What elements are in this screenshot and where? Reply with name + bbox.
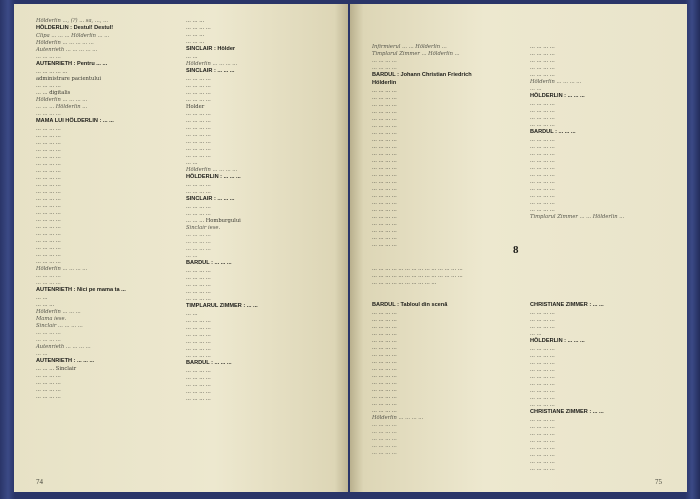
text-line: ... ... ... ... bbox=[36, 380, 61, 386]
text-line: ... ... ... ... bbox=[186, 289, 211, 295]
text-line: ... ... ... ... bbox=[530, 431, 555, 437]
text-line: ... ... bbox=[186, 311, 198, 317]
text-line: ... ... ... ... bbox=[372, 401, 397, 407]
text-line: ... ... ... ... bbox=[186, 389, 211, 395]
stage-direction-line: ... ... ... ... bbox=[36, 111, 61, 117]
text-line: ... ... ... ... bbox=[186, 146, 211, 152]
text-line: ... ... ... ... bbox=[530, 193, 555, 199]
text-line: ... ... ... ... bbox=[186, 125, 211, 131]
text-line: ... ... ... ... bbox=[186, 318, 211, 324]
text-line: ... ... ... ... bbox=[530, 65, 555, 71]
stage-direction-line: ... ... ... ... bbox=[36, 337, 61, 343]
text-line: ... ... ... ... bbox=[530, 417, 555, 423]
text-line: ... ... ... ... bbox=[186, 353, 211, 359]
stage-direction-line: Hölderlin ... ... ... ... bbox=[530, 79, 582, 85]
text-line: ... ... ... ... bbox=[372, 394, 397, 400]
text-line: ... ... ... ... bbox=[530, 172, 555, 178]
text-line: ... ... ... ... bbox=[36, 387, 61, 393]
text-line: ... ... ... ... bbox=[36, 224, 61, 230]
stage-direction-line: ... ... ... Hölderlin ... bbox=[36, 104, 88, 110]
text-line: ... ... ... ... bbox=[186, 83, 211, 89]
text-line: ... ... ... ... bbox=[530, 207, 555, 213]
speaker-line: HÖLDERLIN : ... ... ... bbox=[530, 338, 585, 344]
left-page bbox=[14, 4, 348, 492]
text-line: ... ... ... ... bbox=[372, 165, 397, 171]
stage-direction-line: ... ... ... ... bbox=[372, 58, 397, 64]
text-line: ... ... ... ... bbox=[530, 51, 555, 57]
text-line: ... ... ... Homburgului bbox=[186, 218, 241, 224]
speaker-line: TIMPLARUL ZIMMER : ... ... bbox=[186, 303, 258, 309]
stage-direction-line: ... ... ... ... bbox=[186, 246, 211, 252]
text-line: ... ... bbox=[36, 295, 48, 301]
text-line: ... ... ... ... bbox=[372, 366, 397, 372]
stage-direction-line: Mama iese. bbox=[36, 316, 67, 322]
text-line: ... ... ... ... bbox=[530, 360, 555, 366]
text-line: ... ... ... ... bbox=[36, 238, 61, 244]
stage-direction-line: Hölderlin ... ... ... ... bbox=[36, 97, 88, 103]
text-line: ... ... ... ... bbox=[530, 137, 555, 143]
text-line: ... ... ... ... bbox=[372, 331, 397, 337]
speaker-line: MAMA LUI HÖLDERLIN : ... ... bbox=[36, 118, 114, 124]
text-line: ... ... ... ... bbox=[372, 102, 397, 108]
text-line: ... ... ... ... bbox=[530, 367, 555, 373]
text-line: ... ... ... ... bbox=[186, 25, 211, 31]
text-line: ... ... ... ... bbox=[372, 158, 397, 164]
text-line: ... ... ... ... bbox=[372, 137, 397, 143]
text-line: ... ... ... ... bbox=[372, 228, 397, 234]
text-line: ... ... ... ... bbox=[530, 317, 555, 323]
text-line: ... ... ... bbox=[186, 39, 205, 45]
text-line: ... ... ... ... bbox=[372, 242, 397, 248]
text-line: ... ... ... ... bbox=[186, 153, 211, 159]
stage-direction-line: Clipa ... ... ... Hölderlin ... ... bbox=[36, 33, 110, 39]
text-line: ... ... ... ... bbox=[36, 83, 61, 89]
text-line: ... ... ... ... bbox=[36, 203, 61, 209]
stage-direction-line: ... ... ... ... bbox=[36, 273, 61, 279]
text-line: ... ... ... ... bbox=[372, 221, 397, 227]
text-line: ... ... ... ... bbox=[372, 310, 397, 316]
stage-direction-line: Hölderlin ..., (?) ... sa, ..., ... bbox=[36, 18, 109, 24]
stage-direction-line: ... ... ... ... bbox=[372, 65, 397, 71]
stage-direction-line: ... ... ... ... bbox=[36, 280, 61, 286]
text-line: ... ... ... ... bbox=[372, 324, 397, 330]
text-line: ... ... ... ... bbox=[36, 161, 61, 167]
text-line: ... ... ... ... bbox=[372, 116, 397, 122]
text-line: ... ... ... ... bbox=[186, 346, 211, 352]
text-line: ... ... bbox=[186, 160, 198, 166]
text-line: ... ... ... ... bbox=[36, 182, 61, 188]
speaker-line: BARDUL : Tabloul din scenă bbox=[372, 302, 448, 308]
text-line: ... ... ... ... bbox=[36, 189, 61, 195]
text-line: ... ... ... ... bbox=[36, 126, 61, 132]
text-line: ... ... ... ... bbox=[186, 268, 211, 274]
stage-direction-line: ... ... ... ... bbox=[372, 429, 397, 435]
text-line: administrare pacientului bbox=[36, 76, 101, 82]
speaker-line: SINCLAIR : ... ... ... bbox=[186, 196, 235, 202]
text-line: ... ... ... ... bbox=[36, 259, 61, 265]
text-line: ... ... ... ... bbox=[530, 200, 555, 206]
stage-direction-line: Autenrieth ... ... ... ... ... bbox=[36, 47, 98, 53]
text-line: ... ... ... bbox=[186, 32, 205, 38]
text-line: ... ... ... ... bbox=[372, 144, 397, 150]
text-line: ... ... bbox=[530, 331, 542, 337]
text-line: ... ... ... ... bbox=[530, 144, 555, 150]
text-line: ... ... ... ... bbox=[530, 452, 555, 458]
stage-direction-line: ... ... ... ... bbox=[36, 54, 61, 60]
speaker-line: AUTENRIETH : ... ... ... bbox=[36, 358, 95, 364]
text-line: ... ... ... ... bbox=[36, 217, 61, 223]
text-line: ... ... ... ... bbox=[36, 394, 61, 400]
text-line: ... ... ... ... bbox=[372, 380, 397, 386]
text-line: ... ... ... ... bbox=[530, 186, 555, 192]
stage-direction-line: Timplarul Zimmer ... ... Hölderlin ... bbox=[530, 214, 625, 220]
text-line: ... ... ... ... bbox=[36, 154, 61, 160]
text-line: ... ... ... ... bbox=[372, 387, 397, 393]
text-line: ... ... ... ... bbox=[372, 193, 397, 199]
text-line: ... ... ... ... bbox=[530, 115, 555, 121]
text-line: ... ... ... ... bbox=[36, 196, 61, 202]
text-line: ... ... ... ... bbox=[372, 207, 397, 213]
text-line: ... ... ... ... bbox=[186, 90, 211, 96]
text-line: ... ... ... ... bbox=[530, 72, 555, 78]
stage-direction-line: ... ... ... ... bbox=[372, 422, 397, 428]
text-line: ... ... ... ... bbox=[36, 252, 61, 258]
text-line: ... ... ... ... bbox=[372, 123, 397, 129]
text-line: ... ... ... ... bbox=[186, 375, 211, 381]
text-line: ... ... ... ... bbox=[372, 338, 397, 344]
text-line: ... ... ... ... bbox=[372, 408, 397, 414]
stage-direction-line: Sinclair iese. bbox=[186, 225, 221, 231]
text-line: ... ... ... ... bbox=[530, 346, 555, 352]
speaker-line: Hölderlin bbox=[372, 80, 397, 86]
text-line: ... ... ... ... bbox=[36, 231, 61, 237]
speaker-line: BARDUL : ... ... ... bbox=[530, 129, 576, 135]
speaker-line: HÖLDERLIN : Destul! Destul! bbox=[36, 25, 114, 31]
text-line: ... ... ... ... bbox=[372, 179, 397, 185]
text-line: ... ... ... bbox=[186, 18, 205, 24]
text-line: ... ... ... ... bbox=[186, 182, 211, 188]
text-line: ... ... ... ... bbox=[186, 139, 211, 145]
stage-direction-line: ... ... ... ... bbox=[372, 450, 397, 456]
text-line: ... ... ... ... bbox=[530, 108, 555, 114]
text-line: ... ... ... ... bbox=[530, 122, 555, 128]
text-line: ... ... ... ... bbox=[372, 130, 397, 136]
text-line: ... ... ... ... ... bbox=[36, 69, 68, 75]
text-line: ... ... ... ... bbox=[186, 189, 211, 195]
stage-direction-line: Hölderlin ... ... ... ... bbox=[186, 61, 238, 67]
text-line: ... ... digitalis bbox=[36, 90, 71, 96]
text-line: ... ... ... ... bbox=[530, 402, 555, 408]
stage-direction-line: ... ... ... ... bbox=[186, 232, 211, 238]
text-line: ... ... ... ... bbox=[530, 179, 555, 185]
text-line: ... ... ... ... bbox=[530, 395, 555, 401]
text-line: ... ... ... ... bbox=[36, 133, 61, 139]
text-line: ... ... ... ... bbox=[36, 168, 61, 174]
text-line: ... ... ... ... bbox=[186, 275, 211, 281]
text-line: ... ... ... ... bbox=[372, 109, 397, 115]
text-line: ... ... ... ... bbox=[372, 345, 397, 351]
stage-direction-line: ... ... bbox=[186, 253, 198, 259]
text-line: ... ... ... ... bbox=[372, 95, 397, 101]
text-line: ... ... ... ... bbox=[372, 200, 397, 206]
text-line: ... ... ... ... bbox=[530, 381, 555, 387]
text-line: ... ... ... ... bbox=[186, 282, 211, 288]
text-line: ... ... ... ... bbox=[372, 352, 397, 358]
text-line: ... ... ... ... bbox=[372, 151, 397, 157]
stage-direction-line: ... ... ... ... bbox=[186, 239, 211, 245]
speaker-line: BARDUL : Johann Christian Friedrich bbox=[372, 72, 472, 78]
text-line: ... ... ... ... bbox=[186, 339, 211, 345]
stage-direction-line: Autenrieth ... ... ... ... bbox=[36, 344, 91, 350]
speaker-line: AUTENRIETH : Pentru ... ... bbox=[36, 61, 108, 67]
text-line: ... ... ... bbox=[36, 302, 55, 308]
text-line: ... ... ... ... bbox=[372, 186, 397, 192]
speaker-line: AUTENRIETH : Nici pe mama ta ... bbox=[36, 287, 126, 293]
stage-direction-line: Hölderlin ... ... ... bbox=[36, 309, 81, 315]
stage-direction-line: Hölderlin ... ... ... ... bbox=[372, 415, 424, 421]
text-line: ... ... ... ... bbox=[372, 317, 397, 323]
stage-direction-line: Hölderlin ... ... ... ... ... bbox=[36, 40, 94, 46]
speaker-line: CHRISTIANE ZIMMER : ... ... bbox=[530, 302, 604, 308]
text-line: ... ... ... ... bbox=[530, 101, 555, 107]
text-line: ... ... bbox=[186, 54, 198, 60]
text-line: ... ... ... ... bbox=[530, 424, 555, 430]
speaker-line: SINCLAIR : ... ... ... bbox=[186, 68, 235, 74]
text-line: ... ... ... ... bbox=[186, 204, 211, 210]
text-line: ... ... ... ... bbox=[530, 445, 555, 451]
text-line: ... ... ... ... bbox=[36, 210, 61, 216]
text-line: ... ... ... ... bbox=[186, 132, 211, 138]
text-line: ... ... ... ... bbox=[186, 76, 211, 82]
text-line: ... ... ... ... bbox=[530, 438, 555, 444]
speaker-line: SINCLAIR : Hölder bbox=[186, 46, 236, 52]
text-line: ... ... ... ... bbox=[186, 97, 211, 103]
text-line: ... ... ... ... bbox=[530, 459, 555, 465]
text-line: ... ... ... ... bbox=[372, 359, 397, 365]
right-page bbox=[350, 4, 687, 492]
text-line: ... ... ... ... bbox=[186, 211, 211, 217]
text-line: ... ... ... ... bbox=[36, 140, 61, 146]
text-line: ... ... ... ... ... ... ... ... ... ... ... ... ... ... bbox=[372, 266, 463, 272]
text-line: ... ... ... ... bbox=[372, 172, 397, 178]
text-line: ... ... ... ... bbox=[530, 324, 555, 330]
stage-direction-line: ... ... ... ... bbox=[36, 330, 61, 336]
text-line: ... ... ... ... bbox=[530, 58, 555, 64]
text-line: ... ... ... ... bbox=[530, 466, 555, 472]
text-line: ... ... ... ... bbox=[530, 44, 555, 50]
text-line: Holder bbox=[186, 104, 205, 110]
text-line: ... ... ... Sinclair bbox=[36, 366, 77, 372]
speaker-line: CHRISTIANE ZIMMER : ... ... bbox=[530, 409, 604, 415]
stage-direction-line: ... ... bbox=[530, 86, 542, 92]
text-line: ... ... ... ... bbox=[186, 325, 211, 331]
text-line: ... ... ... ... bbox=[372, 235, 397, 241]
text-line: ... ... ... ... ... ... ... ... ... ... bbox=[372, 280, 437, 286]
text-line: ... ... ... ... bbox=[186, 368, 211, 374]
text-line: ... ... ... ... bbox=[36, 175, 61, 181]
stage-direction-line: Hölderlin ... ... ... ... bbox=[36, 266, 88, 272]
speaker-line: HÖLDERLIN : ... ... ... bbox=[530, 93, 585, 99]
speaker-line: BARDUL : ... ... ... bbox=[186, 260, 232, 266]
text-line: ... ... ... ... bbox=[372, 214, 397, 220]
text-line: ... ... ... ... bbox=[530, 165, 555, 171]
text-line: ... ... ... ... bbox=[530, 353, 555, 359]
stage-direction-line: Hölderlin ... ... ... ... bbox=[186, 167, 238, 173]
text-line: ... ... ... ... bbox=[36, 245, 61, 251]
text-line: ... ... ... ... ... ... ... ... ... ... ... ... ... ... bbox=[372, 273, 463, 279]
chapter-number: 8 bbox=[513, 244, 519, 256]
text-line: ... ... ... ... bbox=[372, 88, 397, 94]
stage-direction-line: Infirmierul ... ... Hölderlin ... bbox=[372, 44, 447, 50]
text-line: ... ... ... ... bbox=[186, 296, 211, 302]
text-line: ... ... ... ... bbox=[186, 382, 211, 388]
text-line: ... ... ... ... bbox=[186, 332, 211, 338]
text-line: ... ... ... ... bbox=[186, 111, 211, 117]
text-line: ... ... ... ... bbox=[186, 396, 211, 402]
text-line: ... ... ... ... bbox=[530, 158, 555, 164]
text-line: ... ... ... ... bbox=[530, 151, 555, 157]
stage-direction-line: ... ... bbox=[36, 351, 48, 357]
text-line: ... ... ... ... bbox=[36, 147, 61, 153]
speaker-line: HÖLDERLIN : ... ... ... bbox=[186, 174, 241, 180]
text-line: ... ... ... ... bbox=[372, 373, 397, 379]
stage-direction-line: ... ... ... ... bbox=[372, 436, 397, 442]
speaker-line: BARDUL : ... ... ... bbox=[186, 360, 232, 366]
stage-direction-line: Sinclair ... ... ... ... bbox=[36, 323, 83, 329]
text-line: ... ... ... ... bbox=[530, 374, 555, 380]
text-line: ... ... ... ... bbox=[36, 373, 61, 379]
stage-direction-line: Timplarul Zimmer ... Hölderlin ... bbox=[372, 51, 460, 57]
text-line: ... ... ... ... bbox=[186, 118, 211, 124]
text-line: ... ... ... ... bbox=[530, 388, 555, 394]
page-number-left: 74 bbox=[36, 478, 43, 486]
page-number-right: 75 bbox=[655, 478, 662, 486]
text-line: ... ... ... ... bbox=[530, 310, 555, 316]
stage-direction-line: ... ... ... ... bbox=[372, 443, 397, 449]
